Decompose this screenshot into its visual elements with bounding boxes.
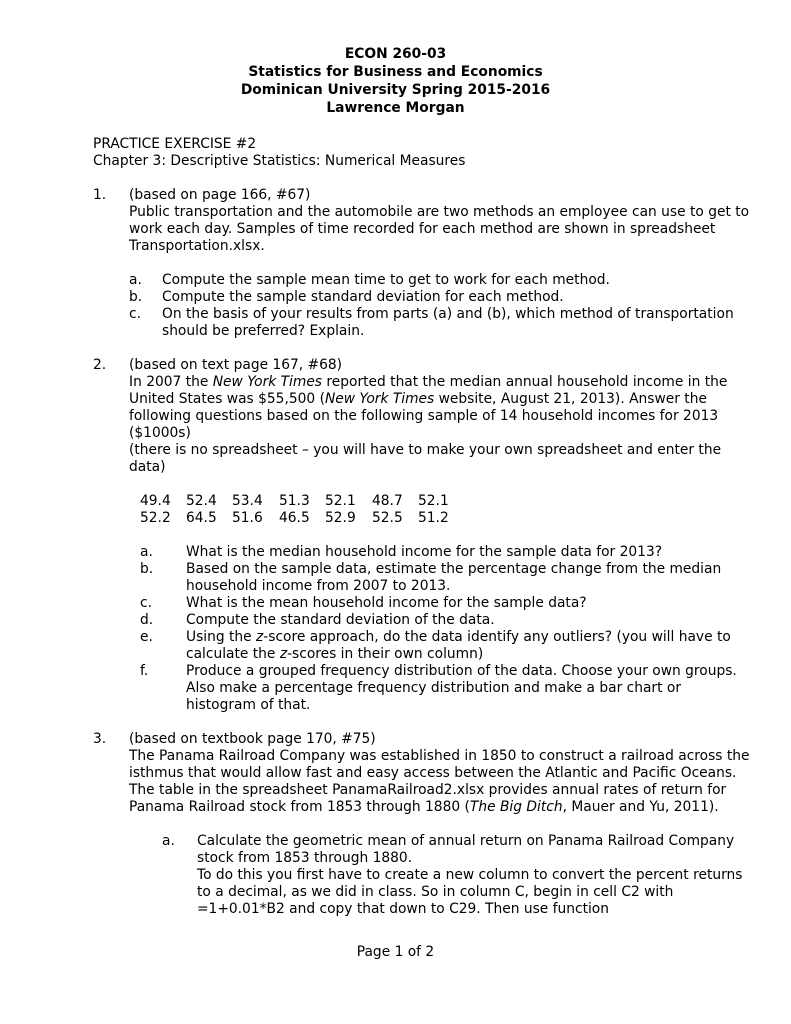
q1-reference: (based on page 166, #67) bbox=[129, 187, 311, 203]
q2-text-line: (there is no spreadsheet – you will have to make your own spreadsheet and enter the bbox=[129, 442, 722, 458]
income-value: 46.5 bbox=[279, 510, 310, 526]
income-value: 53.4 bbox=[232, 493, 263, 509]
q3-part-label: a. bbox=[162, 833, 175, 849]
q2-part-label: b. bbox=[140, 561, 154, 577]
q3-number: 3. bbox=[93, 731, 107, 747]
q2-part-text: household income from 2007 to 2013. bbox=[186, 578, 451, 594]
q2-part-label: a. bbox=[140, 544, 153, 560]
q2-part-label: e. bbox=[140, 629, 153, 645]
q3-reference: (based on textbook page 170, #75) bbox=[129, 731, 376, 747]
income-value: 52.9 bbox=[325, 510, 356, 526]
book-title: The Big Ditch bbox=[469, 799, 563, 815]
q2-part-label: c. bbox=[140, 595, 152, 611]
income-value: 51.6 bbox=[232, 510, 263, 526]
income-value: 51.3 bbox=[279, 493, 310, 509]
income-value: 52.2 bbox=[140, 510, 171, 526]
q2-part-text: Using the z-score approach, do the data identify any outliers? (you will have to bbox=[186, 629, 731, 645]
q2-part-label: d. bbox=[140, 612, 154, 628]
q2-part-text: Compute the standard deviation of the data. bbox=[186, 612, 495, 628]
q2-part-text: calculate the z-scores in their own column) bbox=[186, 646, 484, 662]
q2-text-line: ($1000s) bbox=[129, 425, 191, 441]
q1-text-line: work each day. Samples of time recorded for each method are shown in spreadsheet bbox=[129, 221, 716, 237]
chapter-title: Chapter 3: Descriptive Statistics: Numerical Measures bbox=[93, 153, 466, 169]
income-value: 52.1 bbox=[418, 493, 449, 509]
q2-text-line: United States was $55,500 (New York Times website, August 21, 2013). Answer the bbox=[129, 391, 707, 407]
income-value: 64.5 bbox=[186, 510, 217, 526]
q2-number: 2. bbox=[93, 357, 107, 373]
q1-number: 1. bbox=[93, 187, 107, 203]
exercise-title: PRACTICE EXERCISE #2 bbox=[93, 136, 257, 152]
q2-part-text: Based on the sample data, estimate the percentage change from the median bbox=[186, 561, 722, 577]
q1-part-label: b. bbox=[129, 289, 143, 305]
q1-part-text: Compute the sample mean time to get to work for each method. bbox=[162, 272, 610, 288]
q3-part-text: To do this you first have to create a new column to convert the percent returns bbox=[197, 867, 743, 883]
q1-text-line: Transportation.xlsx. bbox=[129, 238, 265, 254]
q1-part-label: a. bbox=[129, 272, 142, 288]
q3-part-text: stock from 1853 through 1880. bbox=[197, 850, 413, 866]
newspaper-name: New York Times bbox=[324, 391, 435, 407]
q3-text-line: The table in the spreadsheet PanamaRailroad2.xlsx provides annual rates of return for bbox=[129, 782, 727, 798]
income-value: 52.1 bbox=[325, 493, 356, 509]
q1-part-label: c. bbox=[129, 306, 141, 322]
q1-part-text: should be preferred? Explain. bbox=[162, 323, 365, 339]
q3-part-text: Calculate the geometric mean of annual return on Panama Railroad Company bbox=[197, 833, 735, 849]
q1-part-text: Compute the sample standard deviation for each method. bbox=[162, 289, 564, 305]
income-value: 52.4 bbox=[186, 493, 217, 509]
q2-part-text: Also make a percentage frequency distribution and make a bar chart or bbox=[186, 680, 682, 696]
q2-part-label: f. bbox=[140, 663, 149, 679]
q2-text-line: In 2007 the New York Times reported that the median annual household income in the bbox=[129, 374, 728, 390]
q3-text-line: Panama Railroad stock from 1853 through 1880 (The Big Ditch, Mauer and Yu, 2011). bbox=[129, 799, 719, 815]
income-value: 52.5 bbox=[372, 510, 403, 526]
q3-text-line: isthmus that would allow fast and easy access between the Atlantic and Pacific Oceans. bbox=[129, 765, 737, 781]
income-value: 49.4 bbox=[140, 493, 171, 509]
q1-part-text: On the basis of your results from parts (a) and (b), which method of transportation bbox=[162, 306, 734, 322]
q1-text-line: Public transportation and the automobile are two methods an employee can use to get to bbox=[129, 204, 750, 220]
q2-text-line: data) bbox=[129, 459, 166, 475]
instructor-name: Lawrence Morgan bbox=[326, 100, 465, 116]
q3-text-line: The Panama Railroad Company was established in 1850 to construct a railroad across the bbox=[129, 748, 750, 764]
q2-reference: (based on text page 167, #68) bbox=[129, 357, 343, 373]
course-code: ECON 260-03 bbox=[344, 46, 447, 62]
q2-part-text: What is the median household income for the sample data for 2013? bbox=[186, 544, 663, 560]
newspaper-name: New York Times bbox=[212, 374, 322, 390]
school-term: Dominican University Spring 2015-2016 bbox=[240, 82, 551, 98]
q2-part-text: What is the mean household income for the sample data? bbox=[186, 595, 587, 611]
income-value: 48.7 bbox=[372, 493, 403, 509]
q2-text-line: following questions based on the following sample of 14 household incomes for 2013 bbox=[129, 408, 719, 424]
q2-part-text: Produce a grouped frequency distribution of the data. Choose your own groups. bbox=[186, 663, 737, 679]
q2-part-text: histogram of that. bbox=[186, 697, 311, 713]
course-title: Statistics for Business and Economics bbox=[248, 64, 543, 80]
income-value: 51.2 bbox=[418, 510, 449, 526]
page-number: Page 1 of 2 bbox=[356, 944, 435, 960]
q3-part-text: =1+0.01*B2 and copy that down to C29. Then use function bbox=[197, 901, 609, 917]
q3-part-text: to a decimal, as we did in class. So in column C, begin in cell C2 with bbox=[197, 884, 674, 900]
